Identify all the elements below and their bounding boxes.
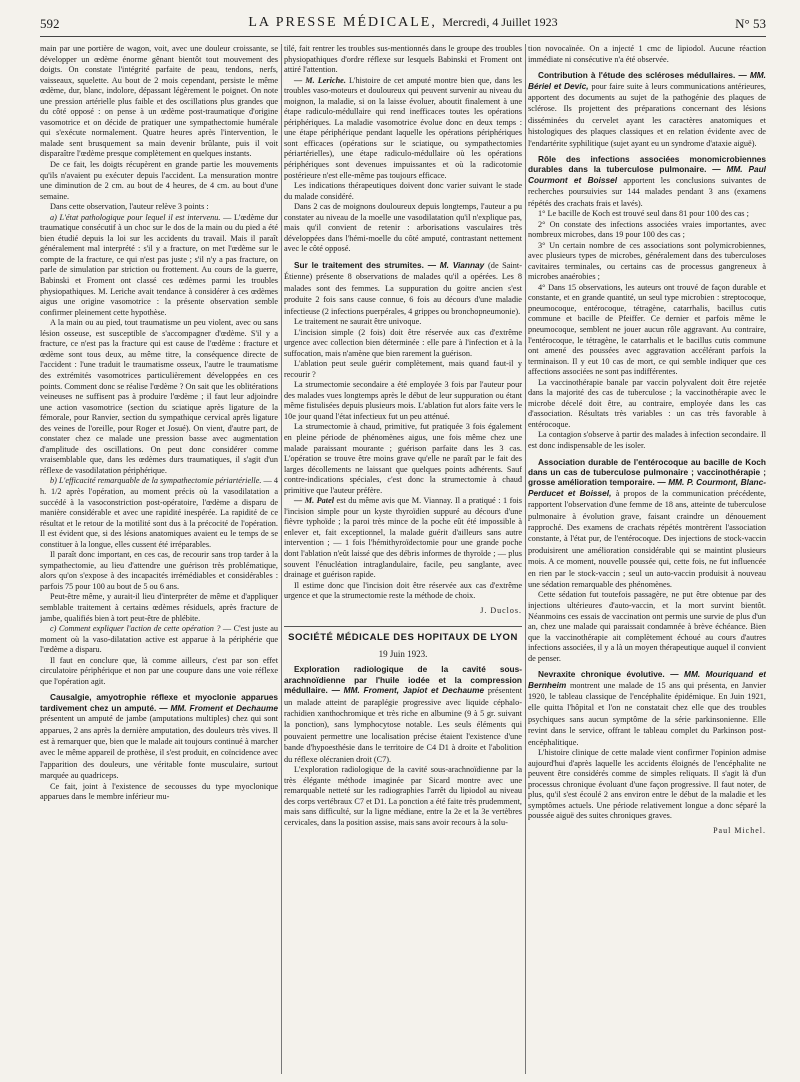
- paragraph: L'incision simple (2 fois) doit être réservée aux cas d'extrême urgence avec collection bien déterminée : elle pare à l'infection et à la suffocation, mais n'amène que bien rarement la guérison.: [284, 327, 522, 358]
- communication-heading: [284, 260, 522, 317]
- point-heading: b) L'efficacité remarquable de la sympathectomie périartérielle.: [50, 476, 262, 486]
- paragraph: La strumectomie à chaud, primitive, fut pratiquée 3 fois également en pleine période de phénomènes aigus, une fois même chez une malade paraissant mourante ; guérison parfaite dans les 3 cas. L'opération se trouve être moins grave qu'elle ne paraît par le fait des larges décollements ne laissant que quelques points adhérents. Sauf contre-indications spéciales, c'est donc la strumectomie à chaud primitive que l'auteur préfère.: [284, 422, 522, 495]
- paragraph-text: L'histoire de cet amputé montre bien que, dans les troubles vaso-moteurs et douloureux qui peuvent survenir au niveau du moignon, la maladie, si on la laisse évoluer, aboutit finalement à une étape radiculo-médullaire qui rend inefficaces toutes les opérations périphériques. La maladie vasomotrice évolue donc en deux temps : une étape périphérique pendant laquelle les opérations périphériques sont efficaces (opérations sur le sciatique, ou sympathectomies périartérielles), une étape radiculo-médullaire où les opérations périphériques sont devenues impuissantes et où la radicotomie postérieure n'est elle-même pas toujours efficace.: [284, 75, 522, 180]
- paragraph: Les indications thérapeutiques doivent donc varier suivant le stade du malade considéré.: [284, 181, 522, 201]
- paragraph: Cette sédation fut toutefois passagère, ne put être obtenue par des injections ultérieures d'auto-vaccin, et la mort survint bientôt. Néanmoins ces essais de vaccination ont permis une survie de plus d'un an, chez une malade qui paraissait condamnée à brève échéance. Bien que la vaccinothérapie ait complètement échoué au cours d'autres infections associées, il y a là un moyen thérapeutique auquel il convient de penser.: [528, 590, 766, 663]
- paragraph: La vaccinothérapie banale par vaccin polyvalent doit être rejetée dans la majorité des cas de tuberculose ; la vaccinothérapie avec le microbe décelé doit être, au contraire, employée dans les cas d'association. Résultats très variables : un cas très favorable à entérocoque.: [528, 377, 766, 429]
- communication-heading: [528, 70, 766, 149]
- paragraph: [40, 624, 278, 656]
- newspaper-page: [40, 14, 766, 1076]
- paragraph-text: — C'est juste au moment où la vaso-dilatation active est apparue à la périphérie que l'œdème a disparu.: [40, 624, 278, 655]
- paragraph: Dans 2 cas de moignons douloureux depuis longtemps, l'auteur a pu constater au niveau de la moelle une vasodilatation qu'il n'explique pas, mais qu'il convient de retenir : arborisations vasculaires très développées dans l'hémi-moelle du côté amputé, contrastant nettement avec le côté opposé.: [284, 202, 522, 254]
- authors: — M. Leriche.: [294, 75, 346, 85]
- signature: J. Duclos.: [480, 605, 522, 615]
- paragraph-text: — 4 h. 1/2 après l'opération, au moment précis où la vasodilatation a succédé à la vasoconstriction post-opératoire, l'œdème a disparu de manière considérable et avec une rapidité inespérée. La rapidité de ce résultat et le retour de la motilité sont dus à la précocité de l'opération. Il est évident que, si des lésions anatomiques avaient eu le temps de se constituer à la longue, elles cussent été irréparables.: [40, 476, 278, 549]
- communication-heading: [40, 692, 278, 781]
- point-heading: c) Comment expliquer l'action de cette opération ?: [50, 624, 221, 634]
- heading-text: Sur le traitement des strumites.: [294, 259, 424, 270]
- communication-heading: [284, 664, 522, 765]
- paragraph: Ce fait, joint à l'existence de secousses du type myoclonique apparues dans le membre inférieur mu-: [40, 781, 278, 802]
- paragraph-text: pour faire suite à leurs communications antérieures, apportent des documents au sujet de la pathogénie des plaques de sclérose. Ils projettent des préparations concernant des lésions disséminées du cervelet ayant les caractères anatomiques et histologiques des plaques classiques et en relation évidente avec de l'endartérite syphilitique (sujet ayant eu un syndrome d'ataxie aiguë).: [528, 81, 766, 148]
- paragraph: main par une portière de wagon, voit, avec une douleur croissante, se développer un œdème énorme gênant bientôt tout mouvement des doigts. On constate l'intégrité parfaite de peau, tendons, nerfs, vaisseaux, squelette. Au bout de 2 mois cependant, persiste le même œdème, dur, blanc, indolore, dépassant légèrement le poignet. On note une pression artérielle plus faible et des oscillations plus grandes que du côté opposé : on pense à un œdème post-traumatique d'origine vasomotrice et on décide de pratiquer une sympathectomie humérale qui s'exécute normalement. Quatre heures après l'intervention, le malade sent brusquement sa main devenir brûlante, puis il voit disparaître l'œdème presque complètement en quelques instants.: [40, 44, 278, 159]
- column-left: [40, 44, 278, 1074]
- paragraph: La strumectomie secondaire a été employée 3 fois par l'auteur pour des malades vues longtemps après le début de leur suppuration ou étant même fistulisées depuis plusieurs mois. L'ablation fut alors faite vers le 10e jour quand l'état infectieux fut un peu atténué.: [284, 380, 522, 421]
- paragraph: [40, 213, 278, 318]
- paragraph: A la main ou au pied, tout traumatisme un peu violent, avec ou sans lésion osseuse, est susceptible de s'accompagner d'œdème. S'il y a fracture, ce n'est pas la fracture qui est cause de l'œdème : fracture et œdème sont tous deux, au même titre, la conséquence directe de l'accident : l'une traduit le traumatisme osseux, l'autre le traumatisme des extrémités vasomotrices particulièrement développées en ces points. Comment donc se réalise l'œdème ? On sait que les oblitérations veineuses ne suffisent pas à produire l'œdème ; il faut leur adjoindre une action vasomotrice (section du sciatique après ligature de la fémorale, pour Ranvier, section du sympathique cervical après ligature des veines de l'oreille, pour Roger et Josué). On vient, d'autre part, de constater chez ce malade une pression basse avec augmentation d'amplitude des oscillations. On peut donc considérer comme vraisemblable que, dans les œdèmes durs traumatiques, il s'agit d'un réflexe de vasodilatation périphérique.: [40, 318, 278, 475]
- paragraph-text: présentent un malade atteint de paraplégie progressive avec liquide céphalo-rachidien xanthochromique et très riche en albumine (9 à 5 gr. suivant la ponction), sans lymphocytose notable. Les seuls éléments qui pouvaient permettre une localisation précise étaient l'existence d'une bande d'hypoesthésie dans le territoire de C4 D1 à droite et l'abolition du réflexe olécranien droit (C7).: [284, 686, 522, 764]
- session-date: 19 Juin 1923.: [378, 648, 428, 659]
- paragraph: tion novocaïnée. On a injecté 1 cmc de lipiodol. Aucune réaction immédiate ni consécutive n'a été observée.: [528, 44, 766, 64]
- paragraph: Dans cette observation, l'auteur relève 3 points :: [50, 202, 209, 212]
- paragraph: La contagion s'observe à partir des malades à infection secondaire. Il est donc indispensable de les isoler.: [528, 430, 766, 450]
- paragraph-text: montrent une malade de 15 ans qui présenta, en Janvier 1920, le tableau classique de l'encéphalite épidémique. En Juin 1921, elle quitta l'hôpital et l'on ne constatait chez elle que des troubles psychiques sans aucun symptôme de la série parkinsonienne. Elle revint dans le service, offrant le tableau complet du Parkinson post-encéphalitique.: [528, 680, 766, 747]
- heading-text: Association durable de l'entérocoque au bacille de Koch dans un cas de tuberculose pulmonaire ; vaccinothérapie ; grosse amélioration temporaire.: [528, 456, 766, 488]
- paragraph: Le traitement ne saurait être univoque.: [294, 316, 422, 326]
- paragraph: De ce fait, les doigts récupèrent en grande partie les mouvements qu'ils n'avaient pu exécuter depuis l'accident. La mensuration montre une diminution de 2 cm. au bout de 4 heures, de 4 cm. au bout d'une semaine.: [40, 160, 278, 201]
- article-columns: [40, 44, 766, 1074]
- heading-text: Exploration radiologique de la cavité sous-arachnoïdienne par l'huile iodée et la compression médullaire.: [284, 664, 522, 696]
- column-right: [528, 44, 766, 1074]
- column-middle: [284, 44, 522, 1074]
- paragraph-text: est du même avis que M. Viannay. Il a pratiqué : 1 fois l'incision simple pour un kyste thyroïdien suppuré au décours d'une fièvre typhoïde ; la paroi très mince de la poche eût été impossible à enlever et, fait exceptionnel, la malade guérit d'ailleurs sans autre intervention ; — 1 fois l'hémithyroïdectomie pour une grande poche dont l'ablation n'eût laissé que des débris informes de thyroïde ; — plus souvent l'énucléation intraglandulaire, facile, peu sanglante, avec drainage et guérison rapide.: [284, 496, 522, 580]
- paragraph: 2° On constate des infections associées vraies importantes, avec nombreux microbes, dans 19 pour 100 des cas ;: [528, 219, 766, 240]
- authors: — MM. Paul Courmont et Boissel: [528, 164, 766, 185]
- communication-heading: [528, 669, 766, 748]
- page-number: 592: [40, 16, 60, 31]
- authors: — MM. Froment et Dechaume: [159, 702, 278, 713]
- heading-text: Contribution à l'étude des scléroses médullaires.: [538, 70, 736, 81]
- society-name: SOCIÉTÉ MÉDICALE DES HOPITAUX DE LYON: [288, 632, 518, 644]
- journal-title: LA PRESSE MÉDICALE,: [248, 15, 437, 30]
- communication-heading: [528, 154, 766, 209]
- paragraph: Peut-être même, y aurait-il lieu d'interpréter de même et d'appliquer semblable traitement à certains œdèmes résiduels, après fracture de jambe, qualifiés bien à tort peut-être de phlébite.: [40, 592, 278, 623]
- page-header: [40, 14, 766, 37]
- paragraph: Il faut en conclure que, là comme ailleurs, c'est par son effet circulatoire périphérique et non par une coupure dans une voie réflexe que l'opération agit.: [40, 655, 278, 686]
- paragraph-text: (de Saint-Étienne) présente 8 observations de malades qu'il a opérées. Les 8 malades sont des femmes. La suppuration du goitre ancien s'est produite 2 fois sans cause connue, 6 fois au décours d'une maladie infectieuse (2 infections puerpérales, 4 grippes ou bronchopneumonie).: [284, 260, 522, 316]
- authors: — M. Patel: [294, 496, 335, 506]
- paragraph: L'exploration radiologique de la cavité sous-arachnoïdienne par la très élégante méthode imaginée par Sicard montre avec une remarquable netteté sur les radiographies l'arrêt du lipiodol au niveau des corps vertébraux C7 et D1. La ponction a été faite très prudemment, mais sans difficulté, sur la ligne médiane, entre la 2e et la 3e vertèbres cervicales, dans la position assise, mais sans avoir recours à la solu-: [284, 765, 522, 827]
- paragraph: L'ablation peut seule guérir complètement, mais quand faut-il y recourir ?: [284, 359, 522, 379]
- paragraph: Il paraît donc important, en ces cas, de recourir sans trop tarder à la sympathectomie, au lieu d'attendre une guérison très problématique, alors qu'on s'expose à des incapacités irrémédiables et considérables : parfois 75 pour 100 au bout de 5 ou 6 ans.: [40, 550, 278, 591]
- authors: — M. Viannay: [427, 259, 485, 270]
- signature: Paul Michel.: [713, 825, 766, 835]
- authors: — MM. Mouriquand et Bernheim: [528, 669, 766, 690]
- paragraph: L'histoire clinique de cette malade vient confirmer l'opinion admise aujourd'hui d'après laquelle les accidents éloignés de l'encéphalite ne peuvent être considérés comme de simples reliquats. Il s'agit là d'un processus chronique évoluant d'une façon progressive. Il faut noter, de plus, qu'il s'est écoulé 2 ans environ entre le début de la maladie et les symptômes actuels. Une période relativement longue a donc séparé la poussée aiguë des suites chroniques graves.: [528, 748, 766, 821]
- paragraph: [284, 76, 522, 181]
- paragraph: 3° Un certain nombre de ces associations sont polymicrobiennes, avec plusieurs types de microbes, généralement dans des tuberculoses cavitaires terminales, ou certains cas de processus gangreneux à microbes anaérobies ;: [528, 240, 766, 282]
- heading-text: Nevraxite chronique évolutive.: [538, 669, 665, 680]
- authors: — MM. Bériel et Devic,: [528, 70, 766, 91]
- paragraph: 1° Le bacille de Koch est trouvé seul dans 81 pour 100 des cas ;: [538, 208, 749, 218]
- paragraph-text: — L'œdème dur traumatique consécutif à un choc sur le dos de la main ou du pied a été bien étudié depuis la loi sur les accidents du travail. Mais il paraît généralement mal interprété : s'il y a fracture, on met l'œdème sur le compte de la fracture, ce qui n'est pas juste ; s'il n'y a pas fracture, on parle de simulation par striction ou frottement. Au cours de la guerre, Babinski et Froment ont classé ces œdèmes parmi les troubles physiopathiques. M. Leriche avait tendance à considérer à ces œdèmes aigus une origine vasomotrice : la présente observation semble confirmer pleinement cette hypothèse.: [40, 212, 278, 317]
- issue-date: Mercredi, 4 Juillet 1923: [442, 15, 558, 29]
- column-rule: [525, 44, 526, 1074]
- authors: — MM. Froment, Japiot et Dechaume: [331, 685, 485, 696]
- heading-text: Rôle des infections associées monomicrobiennes durables dans la tuberculose pulmonaire.: [528, 153, 766, 175]
- paragraph: 4° Dans 15 observations, les auteurs ont trouvé de façon durable et constante, et en grande quantité, un seul type microbien : streptocoque, pneumocoque, entérocoque, tétragène, catarrhalis, bacillus cutis commune et bacille de Pfeiffer. Ce dernier et parfois même le pneumocoque, semblent ne jouer aucun rôle aggravant. Au contraire, l'entérocoque, le tétragène, le catarrhalis et le bacillus cutis commune ont amené des poussées avec aggravation accélérant parfois la terminaison. Il y eut 10 cas de mort, ce qui semble indiquer que ces affections associées ne sont pas indifférentes.: [528, 282, 766, 377]
- heading-text: Causalgie, amyotrophie réflexe et myoclonie apparues tardivement chez un amputé.: [40, 692, 278, 713]
- paragraph: [284, 496, 522, 580]
- paragraph: Il estime donc que l'incision doit être réservée aux cas d'extrême urgence et que la strumectomie reste la méthode de choix.: [284, 580, 522, 601]
- paragraph-text: présentent un amputé de jambe (amputations multiples) chez qui sont apparues, 2 ans après la dernière amputation, des douleurs très vives. Il est à remarquer que, bien que le malade ait toujours continué à marcher avec le même appareil de prothèse, il s'est produit, en coïncidence avec l'apparition des douleurs, une véritable fonte musculaire, surtout marquée au quadriceps.: [40, 714, 278, 781]
- paragraph-text: apportent les conclusions suivantes de recherches poursuivies sur 144 malades pendant 3 ans (examens répétés des crachats frais et lavés).: [528, 175, 766, 208]
- authors: — MM. P. Courmont, Blanc-Perducet et Boissel,: [528, 477, 766, 498]
- paragraph: [40, 476, 278, 550]
- journal-masthead: [40, 15, 766, 31]
- section-header: [284, 626, 522, 659]
- paragraph-text: à propos de la communication précédente, rapportent l'observation d'une femme de 18 ans, atteinte de tuberculose pulmonaire à évolution grave, faisant craindre un dénouement rapproché. Des examens de crachats répétés montrèrent l'association constante, à l'état pur, de l'entérocoque. Des injections de stock-vaccin produisirent une amélioration considérable qui se maintint plusieurs mois. A ce moment, nouvelle poussée qui, cette fois, ne fut influencée en rien par le stock-vaccin ; seul un auto-vaccin produisit à nouveau une sédation remarquable des phénomènes.: [528, 488, 766, 590]
- issue-number: N° 53: [735, 16, 766, 31]
- column-rule: [281, 44, 282, 1074]
- point-heading: a) L'état pathologique pour lequel il est intervenu.: [50, 212, 221, 222]
- paragraph: tilé, fait rentrer les troubles sus-mentionnés dans le groupe des troubles physiopathiques d'ordre réflexe sur lesquels Babinski et Froment ont attiré l'attention.: [284, 44, 522, 75]
- communication-heading: [528, 457, 766, 591]
